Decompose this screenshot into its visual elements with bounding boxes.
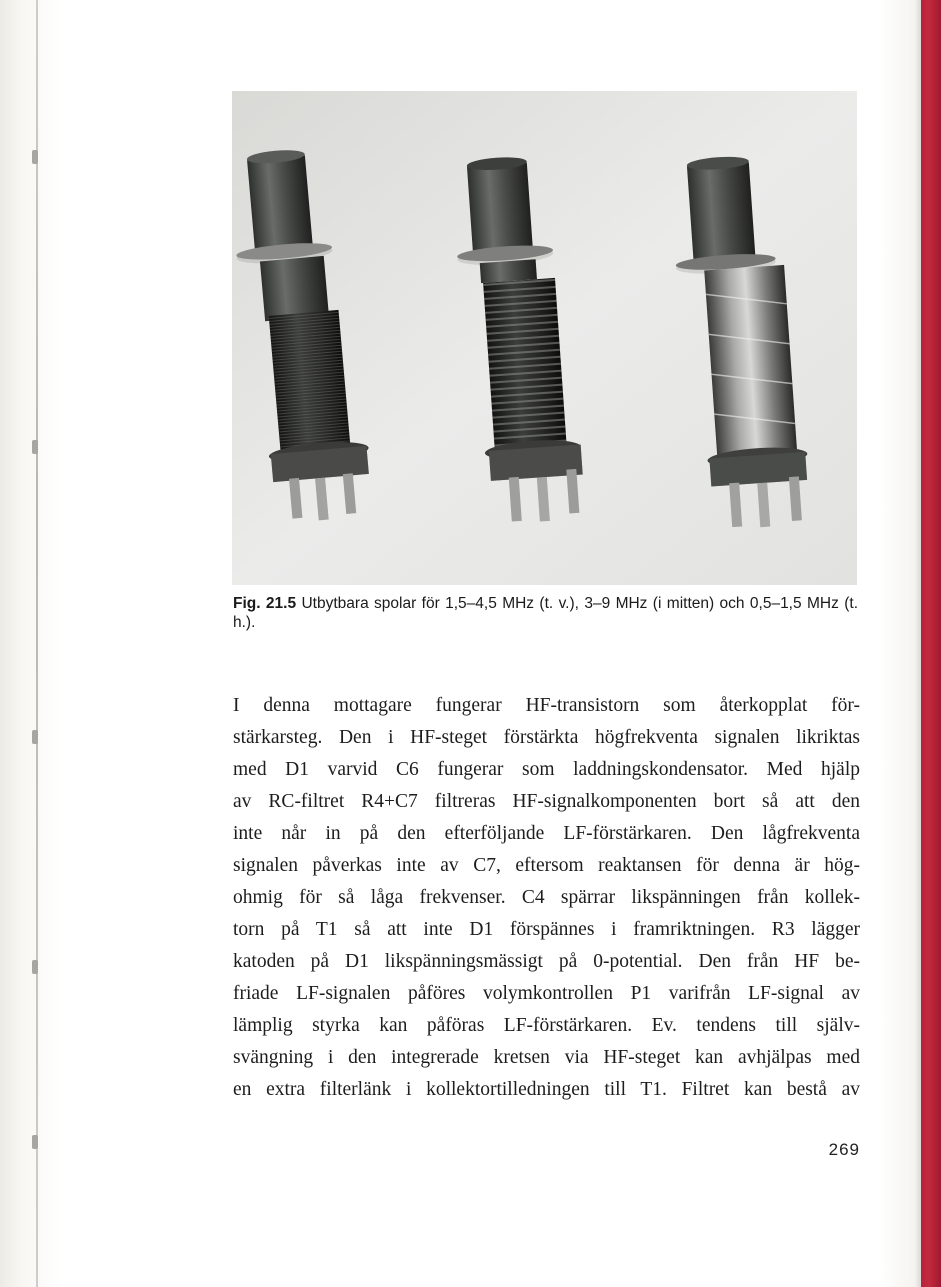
body-line: lämplig styrka kan påföras LF-förstärkaren. Ev. tendens till själv- [233,1015,860,1036]
book-cover-edge [921,0,941,1287]
body-line: torn på T1 så att inte D1 förspännes i framriktningen. R3 lägger [233,919,860,940]
coil-photograph [232,91,857,585]
figure-caption [233,594,858,632]
body-line: friade LF-signalen påföres volymkontrollen P1 varifrån LF-signal av [233,983,860,1004]
coils-illustration [232,91,857,585]
body-line: svängning i den integrerade kretsen via HF-steget kan avhjälpas med [233,1047,860,1068]
binding-stitch [32,150,38,164]
binding-stitch [32,440,38,454]
body-line: signalen påverkas inte av C7, eftersom reaktansen för denna är hög- [233,855,860,876]
page-number: 269 [828,1140,860,1159]
body-paragraph [233,690,860,1106]
figure-caption-text: Utbytbara spolar för 1,5–4,5 MHz (t. v.), 3–9 MHz (i mitten) och 0,5–1,5 MHz (t. h.). [233,595,858,631]
binding-stitch [32,1135,38,1149]
body-line: katoden på D1 likspänningsmässigt på 0-potential. Den från HF be- [233,951,860,972]
body-line: en extra filterlänk i kollektortilledningen till T1. Filtret kan bestå av [233,1079,860,1100]
body-line: ohmig för så låga frekvenser. C4 spärrar likspänningen från kollek- [233,887,860,908]
body-line: med D1 varvid C6 fungerar som laddningskondensator. Med hjälp [233,759,860,780]
figure-label: Fig. 21.5 [233,595,297,612]
body-line: I denna mottagare fungerar HF-transistorn som återkopplat för- [233,695,860,716]
binding-stitch [32,730,38,744]
body-line: av RC-filtret R4+C7 filtreras HF-signalkomponenten bort så att den [233,791,860,812]
binding-stitch [32,960,38,974]
body-line: stärkarsteg. Den i HF-steget förstärkta högfrekventa signalen likriktas [233,727,860,748]
body-line: inte når in på den efterföljande LF-förstärkaren. Den lågfrekventa [233,823,860,844]
book-gutter [36,0,38,1287]
